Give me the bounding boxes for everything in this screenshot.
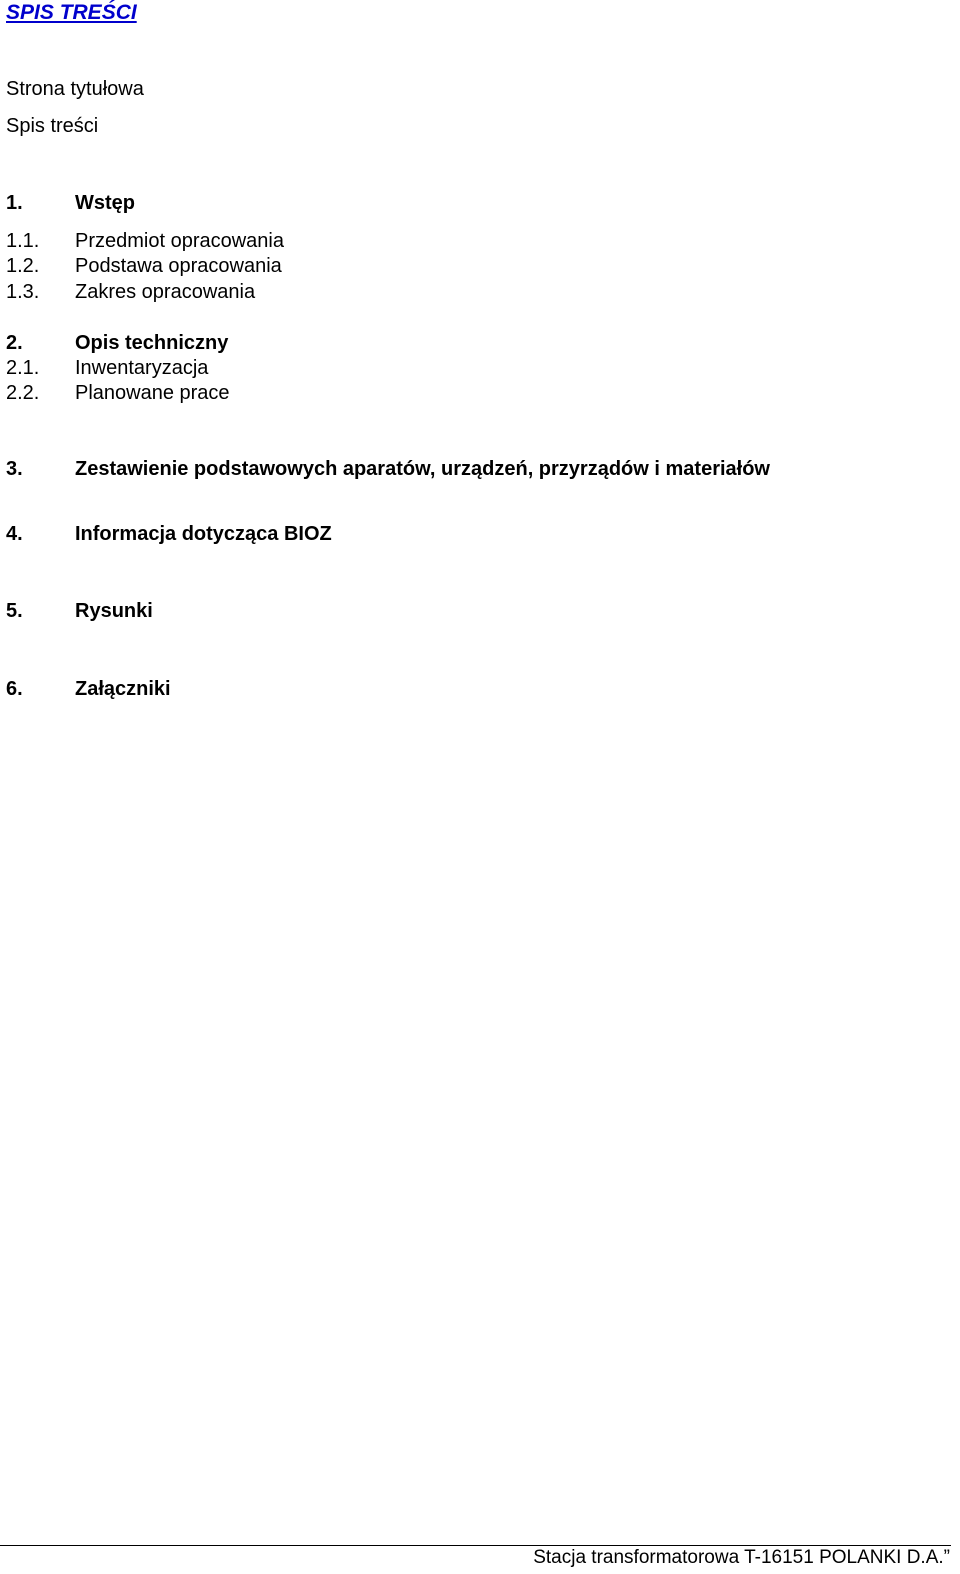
toc-entry-text: Załączniki xyxy=(75,678,171,700)
toc-entry-number: 4. xyxy=(6,523,23,545)
toc-entry-number: 1. xyxy=(6,192,23,214)
toc-entry-number: 6. xyxy=(6,678,23,700)
toc-entry-number: 1.3. xyxy=(6,281,40,303)
toc-entry-text: Podstawa opracowania xyxy=(75,255,282,277)
toc-entry-text: Rysunki xyxy=(75,600,153,622)
toc-entry-text: Wstęp xyxy=(75,192,135,214)
toc-entry-number: 2.2. xyxy=(6,382,40,404)
toc-entry-number: 3. xyxy=(6,458,23,480)
toc-entry-text: Planowane prace xyxy=(75,382,230,404)
toc-entry-number: 5. xyxy=(6,600,23,622)
toc-entry-number: 2.1. xyxy=(6,357,40,379)
page-title: SPIS TREŚCI xyxy=(6,1,137,24)
toc-entry-number: 1.1. xyxy=(6,230,40,252)
front-item-title-page: Strona tytułowa xyxy=(6,78,144,100)
toc-entry-text: Opis techniczny xyxy=(75,332,229,354)
toc-entry-text: Zestawienie podstawowych aparatów, urządzeń, przyrządów i materiałów xyxy=(75,458,770,480)
footer-rule xyxy=(0,1545,951,1546)
footer-text: Stacja transformatorowa T-16151 POLANKI D.A.” xyxy=(533,1547,950,1568)
toc-entry-text: Przedmiot opracowania xyxy=(75,230,284,252)
front-item-table-of-contents: Spis treści xyxy=(6,115,99,137)
toc-entry-text: Zakres opracowania xyxy=(75,281,256,303)
toc-entry-number: 2. xyxy=(6,332,23,354)
toc-entry-text: Informacja dotycząca BIOZ xyxy=(75,523,332,545)
toc-entry-number: 1.2. xyxy=(6,255,40,277)
toc-entry-text: Inwentaryzacja xyxy=(75,357,209,379)
